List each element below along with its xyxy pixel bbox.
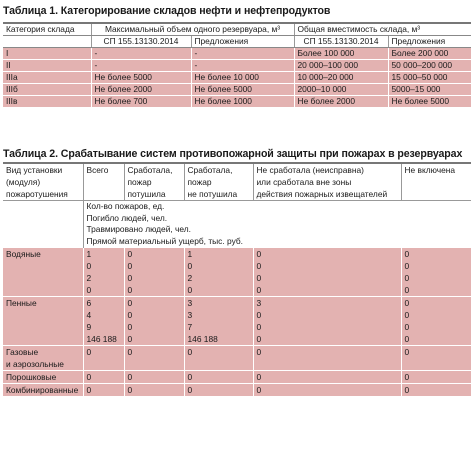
t2-cell-blank [401, 358, 471, 371]
t1-cell: IIIб [3, 84, 91, 96]
t2-header-failed [253, 163, 401, 201]
table-row [3, 248, 471, 261]
t1-cell: Не более 5000 [191, 84, 294, 96]
t2-cell: 0 [401, 284, 471, 297]
t1-header-category: Категория склада [3, 23, 91, 36]
t2-cell: 0 [253, 321, 401, 333]
t2-cell: 0 [253, 371, 401, 384]
t1-header-proposals-1: Предложения [191, 36, 294, 48]
t1-cell: Не более 1000 [191, 96, 294, 108]
t2-cell: 6 [83, 297, 124, 310]
table2 [3, 162, 471, 396]
t1-cell: Не более 700 [91, 96, 191, 108]
t2-header-worked-ext [124, 163, 184, 201]
table-row [3, 321, 471, 333]
t2-cell: 0 [124, 333, 184, 346]
t2-header-type-l1: Вид установки [6, 165, 63, 175]
t2-group-label-blank [3, 272, 83, 284]
t1-cell: 10 000–20 000 [294, 72, 388, 84]
t2-group-label: Пенные [3, 297, 83, 310]
t2-cell: 0 [124, 309, 184, 321]
t2-cell: 0 [253, 272, 401, 284]
t2-header-worked-noext-l2: пожар [187, 177, 212, 187]
t2-cell: 3 [184, 309, 253, 321]
t2-legend-spacer [3, 224, 83, 236]
table-row [3, 72, 471, 84]
t1-cell: 15 000–50 000 [388, 72, 471, 84]
t2-cell: 0 [401, 321, 471, 333]
t2-cell: 0 [124, 260, 184, 272]
t2-cell: 0 [401, 309, 471, 321]
t1-cell: IIIв [3, 96, 91, 108]
t2-cell: 0 [401, 333, 471, 346]
t2-cell: 9 [83, 321, 124, 333]
t2-header-failed-l3: действия пожарных извещателей [256, 189, 388, 199]
t2-cell: 0 [83, 371, 124, 384]
t2-cell: 0 [124, 384, 184, 397]
t1-cell: II [3, 60, 91, 72]
t2-cell: 0 [184, 384, 253, 397]
t1-cell: - [191, 60, 294, 72]
t2-cell: 0 [124, 248, 184, 261]
t2-cell: 0 [253, 384, 401, 397]
t2-cell: 0 [253, 284, 401, 297]
t2-header-off: Не включена [401, 163, 471, 201]
t2-group-label-blank [3, 309, 83, 321]
t2-header-worked-noext [184, 163, 253, 201]
t1-cell: - [191, 48, 294, 60]
t2-cell: 0 [124, 272, 184, 284]
t2-cell: 0 [253, 260, 401, 272]
table-row [3, 260, 471, 272]
t2-legend-item: Травмировано людей, чел. [83, 224, 471, 236]
table-row [3, 384, 471, 397]
t2-cell: 0 [401, 384, 471, 397]
table-row [3, 297, 471, 310]
t1-cell: Не более 2000 [91, 84, 191, 96]
t2-cell: 2 [184, 272, 253, 284]
t1-cell: IIIа [3, 72, 91, 84]
t2-header-worked-noext-l3: не потушила [187, 189, 238, 199]
t2-cell: 0 [184, 260, 253, 272]
t2-cell: 7 [184, 321, 253, 333]
t2-cell: 0 [401, 248, 471, 261]
table-row [3, 346, 471, 359]
t2-cell: 146 188 [184, 333, 253, 346]
t2-group-label: Порошковые [3, 371, 83, 384]
t2-cell: 0 [124, 297, 184, 310]
t1-header-proposals-2: Предложения [388, 36, 471, 48]
table-row [3, 371, 471, 384]
t1-cell: Не более 2000 [294, 96, 388, 108]
t2-cell: 0 [401, 346, 471, 359]
t2-legend-spacer [3, 213, 83, 225]
t2-legend-item: Кол-во пожаров, ед. [83, 201, 471, 213]
t1-cell: I [3, 48, 91, 60]
t2-cell: 0 [124, 346, 184, 359]
t2-group-label: Комбинированные [3, 384, 83, 397]
t2-header-type-l3: пожаротушения [6, 189, 68, 199]
t2-group-label-blank [3, 321, 83, 333]
table-row [3, 84, 471, 96]
t2-header-failed-l2: или сработала вне зоны [256, 177, 352, 187]
t2-legend-item: Погибло людей, чел. [83, 213, 471, 225]
t1-header-total-volume: Общая вместимость склада, м³ [294, 23, 471, 36]
t2-cell: 0 [124, 284, 184, 297]
t2-cell: 1 [83, 248, 124, 261]
t2-header-failed-l1: Не сработала (неисправна) [256, 165, 364, 175]
t1-cell: Не более 10 000 [191, 72, 294, 84]
table-row [3, 96, 471, 108]
t2-cell: 0 [124, 371, 184, 384]
t2-group-label-line2: и аэрозольные [3, 358, 83, 371]
t2-cell: 1 [184, 248, 253, 261]
table2-title: Таблица 2. Срабатывание систем противопожарной защиты при пожарах в резервуарах [3, 148, 463, 160]
t2-cell: 3 [253, 297, 401, 310]
t2-cell: 0 [253, 333, 401, 346]
t2-cell: 0 [401, 297, 471, 310]
t1-cell: 20 000–100 000 [294, 60, 388, 72]
t1-cell: - [91, 48, 191, 60]
t1-cell: Не более 5000 [91, 72, 191, 84]
t2-cell: 0 [401, 371, 471, 384]
table1 [3, 22, 471, 108]
t1-cell: Не более 5000 [388, 96, 471, 108]
t2-cell: 0 [83, 346, 124, 359]
table-row [3, 272, 471, 284]
table-row [3, 48, 471, 60]
t2-cell: 0 [184, 346, 253, 359]
t1-header-sp-2: СП 155.13130.2014 [294, 36, 388, 48]
t2-legend-spacer [3, 201, 83, 213]
t2-cell-blank [124, 358, 184, 371]
t1-cell: - [91, 60, 191, 72]
t2-header-type-l2: (модуля) [6, 177, 41, 187]
t2-header-type [3, 163, 83, 201]
t2-cell: 0 [83, 260, 124, 272]
t2-cell: 3 [184, 297, 253, 310]
t2-header-worked-ext-l2: пожар [127, 177, 152, 187]
t1-cell: 2000–10 000 [294, 84, 388, 96]
t2-cell: 0 [124, 321, 184, 333]
t2-cell: 4 [83, 309, 124, 321]
table-row [3, 333, 471, 346]
t2-cell: 0 [184, 284, 253, 297]
t2-header-worked-ext-l1: Сработала, [127, 165, 173, 175]
table-row [3, 284, 471, 297]
table-row [3, 60, 471, 72]
t2-cell-blank [83, 358, 124, 371]
t2-cell: 0 [253, 309, 401, 321]
t1-cell: 50 000–200 000 [388, 60, 471, 72]
table-row [3, 358, 471, 371]
t2-header-worked-ext-l3: потушила [127, 189, 166, 199]
t2-legend-item: Прямой материальный ущерб, тыс. руб. [83, 236, 471, 248]
table1-title: Таблица 1. Категорирование складов нефти и нефтепродуктов [3, 5, 331, 17]
t1-header-max-volume: Максимальный объем одного резервуара, м³ [91, 23, 294, 36]
t2-cell: 0 [83, 384, 124, 397]
t2-header-worked-noext-l1: Сработала, [187, 165, 233, 175]
t2-cell: 0 [253, 346, 401, 359]
table-row [3, 309, 471, 321]
t2-cell: 0 [253, 248, 401, 261]
t1-cell: 5000–15 000 [388, 84, 471, 96]
t2-group-label: Газовые [3, 346, 83, 359]
t2-cell-blank [184, 358, 253, 371]
t1-header-sp-1: СП 155.13130.2014 [91, 36, 191, 48]
t1-cell: Более 100 000 [294, 48, 388, 60]
t2-cell: 0 [401, 260, 471, 272]
t2-group-label-blank [3, 284, 83, 297]
t2-legend-spacer [3, 236, 83, 248]
t2-cell: 146 188 [83, 333, 124, 346]
t2-cell: 0 [401, 272, 471, 284]
t2-header-total: Всего [83, 163, 124, 201]
t1-cell: Более 200 000 [388, 48, 471, 60]
t2-group-label: Водяные [3, 248, 83, 261]
t2-cell: 0 [83, 284, 124, 297]
t2-group-label-blank [3, 260, 83, 272]
t2-cell: 2 [83, 272, 124, 284]
t2-group-label-blank [3, 333, 83, 346]
t2-cell-blank [253, 358, 401, 371]
t2-cell: 0 [184, 371, 253, 384]
t1-header-blank [3, 36, 91, 48]
